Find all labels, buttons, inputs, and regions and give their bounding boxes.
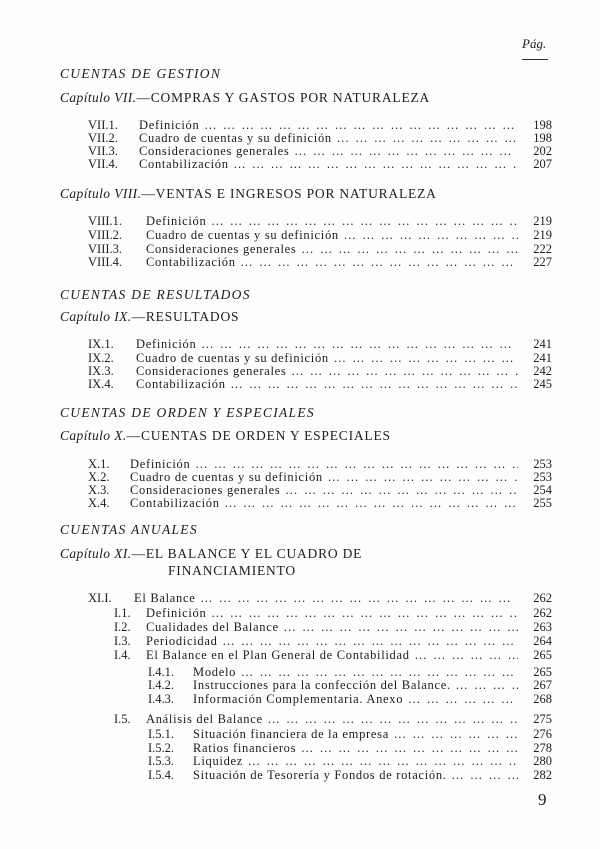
toc-entry[interactable] — [114, 634, 552, 648]
entry-page: 198 — [533, 131, 552, 145]
entry-number: X.2. — [88, 470, 110, 484]
entry-page: 267 — [533, 678, 552, 692]
entry-title: Contabilización … … … … … … … … … … … … … … … … … … … … … … … … … … … … … — [130, 496, 518, 510]
entry-page: 241 — [533, 337, 552, 351]
entry-page: 255 — [533, 496, 552, 510]
toc-entry[interactable] — [114, 648, 552, 662]
entry-number: I.5.2. — [148, 741, 175, 755]
entry-page: 264 — [533, 634, 552, 648]
entry-page: 262 — [533, 591, 552, 605]
entry-number: I.5.4. — [148, 768, 175, 782]
chapter-label: Capítulo IX. — [60, 309, 132, 324]
entry-title: Liquidez … … … … … … … … … … … … … … … … … … … … … … … … … … … … … — [193, 754, 518, 768]
entry-title: Cuadro de cuentas y su definición … … … … … … … … … … … … … … … … … … … … … … … … … … … … … — [130, 470, 518, 484]
chapter-label: Capítulo VIII. — [60, 186, 142, 201]
chapter-title — [60, 90, 430, 106]
toc-entry[interactable] — [88, 483, 552, 497]
entry-title: Cuadro de cuentas y su definición … … … … … … … … … … … … … … … … … … … … … … … … … … … … … — [139, 131, 518, 145]
entry-title: Modelo … … … … … … … … … … … … … … … … … … … … … … … … … … … … … — [193, 665, 518, 679]
page-number: 9 — [538, 790, 547, 809]
toc-entry[interactable] — [88, 337, 552, 351]
entry-number: I.5.1. — [148, 727, 175, 741]
entry-number: I.5. — [114, 712, 131, 726]
entry-page: 265 — [533, 665, 552, 679]
entry-title: Información Complementaria. Anexo … … … … … … … … … … … … … … … … … … … … … … … … … … … … … — [193, 692, 518, 706]
header-rule — [522, 59, 548, 60]
toc-entry[interactable] — [88, 470, 552, 484]
chapter-label: Capítulo VII. — [60, 90, 137, 105]
toc-entry[interactable] — [88, 157, 552, 171]
entry-title: Contabilización … … … … … … … … … … … … … … … … … … … … … … … … … … … … … — [146, 255, 518, 269]
entry-title: Consideraciones generales … … … … … … … … … … … … … … … … … … … … … … … … … … … … … — [146, 242, 518, 256]
section-heading: CUENTAS DE GESTION — [60, 66, 222, 81]
toc-entry[interactable] — [148, 727, 552, 741]
toc-entry[interactable] — [88, 242, 552, 256]
entry-page: 265 — [533, 648, 552, 662]
toc-entry[interactable] — [88, 228, 552, 242]
toc-entry[interactable] — [148, 678, 552, 692]
entry-title: Definición … … … … … … … … … … … … … … … … … … … … … … … … … … … … … — [146, 606, 518, 620]
entry-title: Contabilización … … … … … … … … … … … … … … … … … … … … … … … … … … … … … — [136, 377, 518, 391]
entry-number: VIII.3. — [88, 242, 123, 256]
entry-page: 268 — [533, 692, 552, 706]
entry-number: X.3. — [88, 483, 110, 497]
entry-page: 202 — [533, 144, 552, 158]
entry-number: VII.4. — [88, 157, 118, 171]
entry-number: I.4. — [114, 648, 131, 662]
entry-title: Definición … … … … … … … … … … … … … … … … … … … … … … … … … … … … … — [139, 118, 518, 132]
entry-title: Contabilización … … … … … … … … … … … … … … … … … … … … … … … … … … … … … — [139, 157, 518, 171]
chapter-name: —COMPRAS Y GASTOS POR NATURALEZA — [136, 90, 431, 105]
entry-page: 219 — [533, 214, 552, 228]
entry-title: Situación de Tesorería y Fondos de rotación. … … … … … … … … … … … … … … … … … … … … … … … … … … … … … — [193, 768, 518, 782]
entry-number: I.4.1. — [148, 665, 175, 679]
toc-entry[interactable] — [148, 741, 552, 755]
toc-entry[interactable] — [114, 620, 552, 634]
entry-title: El Balance en el Plan General de Contabilidad … … … … … … … … … … … … … … … … … … … … … … … … … … … … … — [146, 648, 518, 662]
entry-page: 198 — [533, 118, 552, 132]
entry-number: I.2. — [114, 620, 131, 634]
toc-entry[interactable] — [148, 754, 552, 768]
entry-number: X.4. — [88, 496, 110, 510]
toc-entry[interactable] — [88, 457, 552, 471]
entry-page: 278 — [533, 741, 552, 755]
entry-page: 254 — [533, 483, 552, 497]
entry-title: Instrucciones para la confección del Balance. … … … … … … … … … … … … … … … … … … … … … … … … … … … … … — [193, 678, 518, 692]
entry-title: Definición … … … … … … … … … … … … … … … … … … … … … … … … … … … … … — [130, 457, 518, 471]
entry-page: 280 — [533, 754, 552, 768]
toc-entry[interactable] — [88, 496, 552, 510]
toc-entry[interactable] — [114, 606, 552, 620]
entry-number: VIII.1. — [88, 214, 123, 228]
entry-number: VII.2. — [88, 131, 118, 145]
entry-number: I.3. — [114, 634, 131, 648]
entry-title: Consideraciones generales … … … … … … … … … … … … … … … … … … … … … … … … … … … … … — [139, 144, 518, 158]
entry-title: Periodicidad … … … … … … … … … … … … … … … … … … … … … … … … … … … … … — [146, 634, 518, 648]
entry-page: 253 — [533, 470, 552, 484]
entry-number: VII.3. — [88, 144, 118, 158]
entry-page: 276 — [533, 727, 552, 741]
entry-page: 219 — [533, 228, 552, 242]
entry-title: Consideraciones generales … … … … … … … … … … … … … … … … … … … … … … … … … … … … … — [130, 483, 518, 497]
toc-entry[interactable] — [148, 768, 552, 782]
chapter-name: —RESULTADOS — [131, 309, 240, 324]
entry-title: Situación financiera de la empresa … … … … … … … … … … … … … … … … … … … … … … … … … … … … … — [193, 727, 518, 741]
toc-entry[interactable] — [88, 118, 552, 132]
chapter-title-continued: FINANCIAMIENTO — [168, 563, 296, 578]
entry-number: VII.1. — [88, 118, 118, 132]
chapter-name: —EL BALANCE Y EL CUADRO DE — [131, 546, 363, 561]
toc-entry[interactable] — [88, 131, 552, 145]
toc-entry[interactable] — [88, 144, 552, 158]
toc-entry[interactable] — [148, 692, 552, 706]
entry-page: 253 — [533, 457, 552, 471]
entry-number: I.4.3. — [148, 692, 175, 706]
chapter-title — [60, 186, 437, 202]
toc-entry[interactable] — [114, 712, 552, 726]
toc-entry[interactable] — [88, 214, 552, 228]
toc-entry[interactable] — [88, 364, 552, 378]
entry-number: IX.1. — [88, 337, 114, 351]
entry-number: XI.I. — [88, 591, 112, 605]
entry-number: I.4.2. — [148, 678, 175, 692]
page-column-header: Pág. — [522, 36, 547, 51]
entry-page: 241 — [533, 351, 552, 365]
entry-title: El Balance … … … … … … … … … … … … … … … … … … … … … … … … … … … … … — [134, 591, 518, 605]
entry-page: 242 — [533, 364, 552, 378]
section-heading: CUENTAS DE RESULTADOS — [60, 287, 251, 302]
entry-title: Cualidades del Balance … … … … … … … … … … … … … … … … … … … … … … … … … … … … … — [146, 620, 518, 634]
toc-entry[interactable] — [88, 351, 552, 365]
chapter-title — [60, 546, 362, 562]
chapter-label: Capítulo X. — [60, 428, 127, 443]
entry-page: 222 — [533, 242, 552, 256]
entry-page: 263 — [533, 620, 552, 634]
section-heading: CUENTAS DE ORDEN Y ESPECIALES — [60, 405, 315, 420]
section-heading: CUENTAS ANUALES — [60, 522, 198, 537]
entry-title: Ratios financieros … … … … … … … … … … … … … … … … … … … … … … … … … … … … … — [193, 741, 518, 755]
entry-title: Análisis del Balance … … … … … … … … … … … … … … … … … … … … … … … … … … … … … — [146, 712, 518, 726]
entry-title: Definición … … … … … … … … … … … … … … … … … … … … … … … … … … … … … — [136, 337, 518, 351]
entry-title: Consideraciones generales … … … … … … … … … … … … … … … … … … … … … … … … … … … … … — [136, 364, 518, 378]
toc-entry[interactable] — [148, 665, 552, 679]
entry-number: I.1. — [114, 606, 131, 620]
chapter-title — [60, 428, 391, 444]
chapter-label: Capítulo XI. — [60, 546, 132, 561]
entry-page: 262 — [533, 606, 552, 620]
toc-entry[interactable] — [88, 377, 552, 391]
toc-entry[interactable] — [88, 255, 552, 269]
entry-number: VIII.2. — [88, 228, 123, 242]
entry-number: I.5.3. — [148, 754, 175, 768]
entry-title: Cuadro de cuentas y su definición … … … … … … … … … … … … … … … … … … … … … … … … … … … … … — [136, 351, 518, 365]
entry-number: X.1. — [88, 457, 110, 471]
entry-title: Definición … … … … … … … … … … … … … … … … … … … … … … … … … … … … … — [146, 214, 518, 228]
entry-number: IX.3. — [88, 364, 114, 378]
chapter-name: —CUENTAS DE ORDEN Y ESPECIALES — [126, 428, 391, 443]
entry-page: 282 — [533, 768, 552, 782]
entry-page: 227 — [533, 255, 552, 269]
entry-number: VIII.4. — [88, 255, 123, 269]
toc-entry[interactable] — [88, 591, 552, 605]
entry-page: 275 — [533, 712, 552, 726]
entry-number: IX.2. — [88, 351, 114, 365]
entry-page: 207 — [533, 157, 552, 171]
entry-page: 245 — [533, 377, 552, 391]
chapter-name: —VENTAS E INGRESOS POR NATURALEZA — [141, 186, 437, 201]
entry-title: Cuadro de cuentas y su definición … … … … … … … … … … … … … … … … … … … … … … … … … … … … … — [146, 228, 518, 242]
chapter-title — [60, 309, 239, 325]
entry-number: IX.4. — [88, 377, 114, 391]
